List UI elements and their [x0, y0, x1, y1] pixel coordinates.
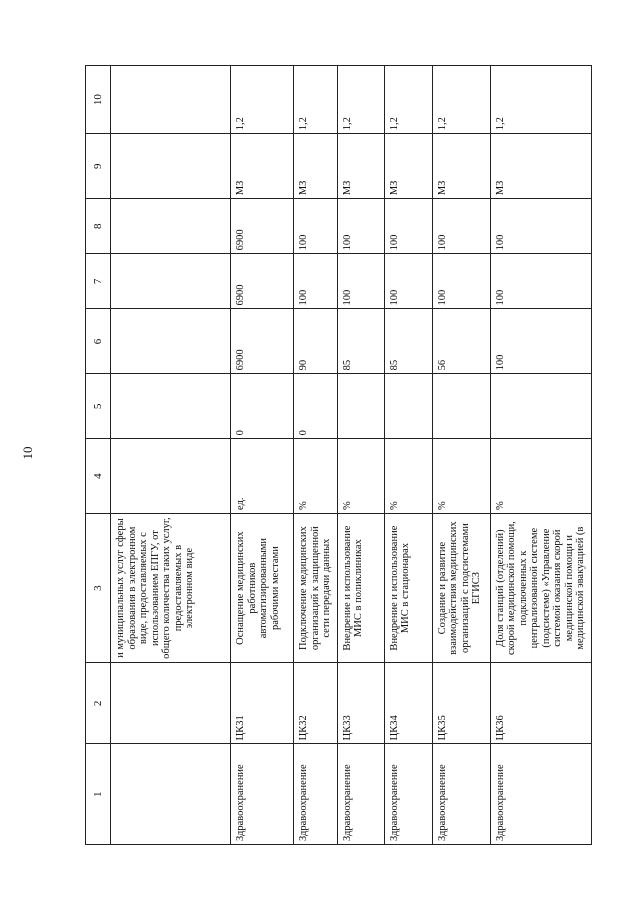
cell-value: 100 [490, 199, 591, 254]
cell-sector: Здравоохранение [432, 744, 490, 845]
cell-value: 100 [337, 254, 384, 309]
cell-indicator: Создание и развитие взаимодействия медицинских организаций с подсистемами ЕГИСЗ [432, 513, 490, 662]
cell-value: 100 [432, 254, 490, 309]
cell-value: 100 [432, 199, 490, 254]
cell-value [111, 254, 231, 309]
cell-responsible [111, 134, 231, 199]
cell-value [111, 199, 231, 254]
cell-value: 6900 [231, 199, 294, 254]
cell-unit: % [432, 439, 490, 514]
table-row [384, 66, 432, 845]
cell-code: ЦК34 [384, 663, 432, 744]
cell-indicator: Внедрение и использование МИС в поликлиниках [337, 513, 384, 662]
cell-value: 100 [294, 199, 338, 254]
cell-value [111, 374, 231, 439]
table-row [490, 66, 591, 845]
cell-note: 1,2 [231, 66, 294, 134]
cell-value: 100 [490, 309, 591, 374]
cell-code: ЦК33 [337, 663, 384, 744]
cell-responsible: МЗ [490, 134, 591, 199]
cell-value [432, 374, 490, 439]
cell-code: ЦК31 [231, 663, 294, 744]
cell-indicator: Внедрение и использование МИС в стационарах [384, 513, 432, 662]
cell-note: 1,2 [384, 66, 432, 134]
cell-value: 100 [337, 199, 384, 254]
cell-value: 100 [384, 254, 432, 309]
column-number: 3 [86, 513, 111, 662]
continuation-row [111, 66, 231, 845]
cell-sector: Здравоохранение [384, 744, 432, 845]
table-row [294, 66, 338, 845]
cell-responsible: МЗ [384, 134, 432, 199]
cell-value [337, 374, 384, 439]
cell-value [111, 309, 231, 374]
cell-value: 100 [384, 199, 432, 254]
cell-sector [111, 744, 231, 845]
cell-responsible: МЗ [432, 134, 490, 199]
cell-note: 1,2 [432, 66, 490, 134]
cell-indicator: Оснащение медицинских работников автоматизированными рабочими местами [231, 513, 294, 662]
cell-value: 56 [432, 309, 490, 374]
cell-value: 90 [294, 309, 338, 374]
table-row [432, 66, 490, 845]
cell-unit: ед. [231, 439, 294, 514]
cell-code: ЦК32 [294, 663, 338, 744]
cell-note [111, 66, 231, 134]
cell-sector: Здравоохранение [231, 744, 294, 845]
column-number: 8 [86, 199, 111, 254]
cell-value: 100 [294, 254, 338, 309]
column-number: 4 [86, 439, 111, 514]
cell-responsible: МЗ [231, 134, 294, 199]
column-number: 1 [86, 744, 111, 845]
cell-value: 0 [231, 374, 294, 439]
cell-value: 85 [337, 309, 384, 374]
column-number: 2 [86, 663, 111, 744]
column-number: 6 [86, 309, 111, 374]
cell-sector: Здравоохранение [337, 744, 384, 845]
rotated-table-wrapper [85, 65, 587, 845]
column-number-row [86, 66, 111, 845]
cell-value: 6900 [231, 309, 294, 374]
table-row [337, 66, 384, 845]
cell-value: 6900 [231, 254, 294, 309]
cell-value: 85 [384, 309, 432, 374]
cell-indicator: и муниципальных услуг сферы образования в электронном виде, предоставляемых с использованием ЕПГУ, от общего количества таких услуг, предоставляемых в электронном виде [111, 513, 231, 662]
column-number: 7 [86, 254, 111, 309]
cell-indicator: Доля станций (отделений) скорой медицинской помощи, подключенных к централизованной системе (подсистеме) «Управление системой оказания скорой медицинской помощи и медицинской эвакуацией (в [490, 513, 591, 662]
cell-unit: % [384, 439, 432, 514]
cell-unit: % [337, 439, 384, 514]
page-number: 10 [20, 446, 35, 460]
cell-code: ЦК35 [432, 663, 490, 744]
column-number: 10 [86, 66, 111, 134]
cell-value [490, 374, 591, 439]
cell-unit [111, 439, 231, 514]
cell-code: ЦК36 [490, 663, 591, 744]
indicators-table [85, 65, 592, 845]
column-number: 9 [86, 134, 111, 199]
column-number: 5 [86, 374, 111, 439]
cell-responsible: МЗ [337, 134, 384, 199]
cell-note: 1,2 [337, 66, 384, 134]
cell-note: 1,2 [294, 66, 338, 134]
cell-responsible: МЗ [294, 134, 338, 199]
cell-value [384, 374, 432, 439]
table-row [231, 66, 294, 845]
cell-value: 100 [490, 254, 591, 309]
cell-unit: % [294, 439, 338, 514]
cell-value: 0 [294, 374, 338, 439]
cell-sector: Здравоохранение [294, 744, 338, 845]
cell-unit: % [490, 439, 591, 514]
cell-code [111, 663, 231, 744]
cell-sector: Здравоохранение [490, 744, 591, 845]
cell-note: 1,2 [490, 66, 591, 134]
cell-indicator: Подключение медицинских организаций к защищенной сети передачи данных [294, 513, 338, 662]
